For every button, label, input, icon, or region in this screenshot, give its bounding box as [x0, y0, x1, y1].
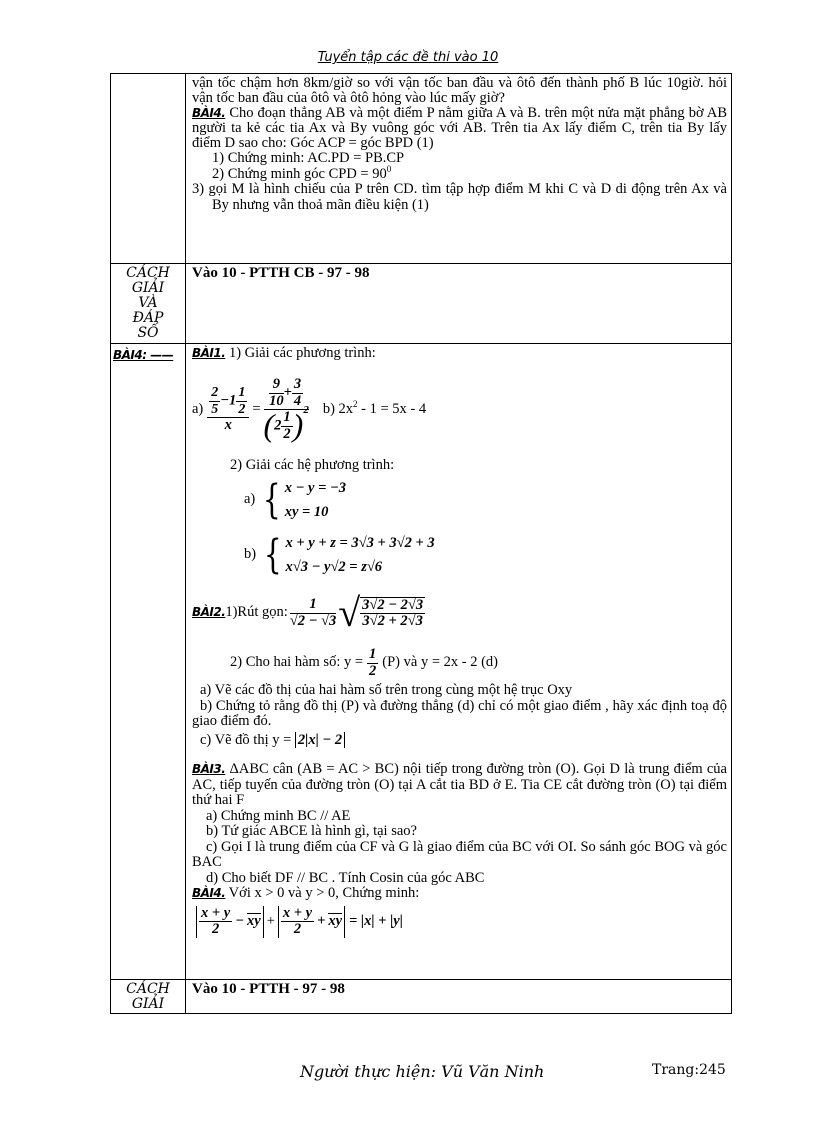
left-cell — [111, 344, 186, 980]
section-cell — [186, 264, 732, 344]
problem-cell — [186, 74, 732, 264]
page-footer — [0, 1062, 816, 1082]
ham-b: b) Chứng tỏ rằng đồ thị (P) và đường thẳng (d) chỉ có một giao điểm , hãy xác định toạ độ giao điểm đó. — [192, 697, 727, 729]
page-number: Trang:245 — [652, 1062, 726, 1078]
author: Người thực hiện: Vũ Văn Ninh — [300, 1062, 545, 1081]
equation-a: a) $\frac{2}{5}$ −1 $\frac{1}{2}$ x = $\frac{9}{10}$ + $\frac{3}{4}$ (2 $\frac{1}{2}$ )$^2$ b) $2x^2 - 1 = 5x - 4$ — [192, 376, 427, 444]
bai1-intro: BÀI1. 1) Giải các phương trình: — [192, 345, 376, 361]
side-label: CÁCH GIẢI VÀ ĐÁP SỐ — [126, 265, 170, 341]
system-b: b) { x + y + z = 3√3 + 3√2 + 3 x√3 − y√2 = z√6 — [244, 532, 435, 578]
bai3: BÀI3. ΔABC cân (AB = AC > BC) nội tiếp trong đường tròn (O). Gọi D là trung điểm của AC, tiếp tuyến của đường tròn (O) tại A cắt tia BD ở E. Tia CE cắt đường tròn (O) tại điểm thứ hai F — [192, 761, 727, 808]
left-cell — [111, 264, 186, 344]
item-3: 3) gọi M là hình chiếu của P trên CD. tìm tập hợp điểm M khi C và D di động trên Ax và By nhưng vẫn thoả mãn điều kiện (1) — [192, 181, 727, 213]
ham-c: c) Vẽ đồ thị y = 2|x| − 2 — [192, 733, 727, 749]
bai2-rutgon: BÀI2. 1)Rút gọn: 1 √2 − √3 √ 3√2 − 2√3 3√2 + 2√3 — [192, 590, 424, 635]
eq-a-right: $\frac{9}{10}$ + $\frac{3}{4}$ (2 $\frac{1}{2}$ )$^2$ — [263, 376, 309, 444]
section-title: Vào 10 - PTTH - 97 - 98 — [192, 981, 345, 997]
page-header: Tuyển tập các đề thi vào 10 — [317, 50, 499, 65]
ham-so: 2) Cho hai hàm số: y = $\frac{1}{2}$ (P) và y = 2x - 2 (d) — [230, 646, 498, 679]
problem-bai4 — [192, 106, 727, 151]
bai4: BÀI4. Với x > 0 và y > 0, Chứng minh: — [192, 885, 420, 901]
side-label: CÁCH GIẢI — [126, 981, 170, 1012]
bai3-a: a) Chứng minh BC // AE — [206, 807, 351, 824]
item-2: 2) Chứng minh góc CPD = $90^0$ — [212, 163, 392, 182]
equation-b: b) $2x^2 - 1 = 5x - 4$ — [322, 398, 427, 417]
problem-text: vận tốc chậm hơn 8km/giờ so với vận tốc ban đầu và ôtô đến thành phố B lúc 10giờ. hỏi vận tốc ban đầu của ôtô và ôtô hỏng vào lúc mấy giờ? — [192, 75, 727, 106]
bai3-d: d) Cho biết DF // BC . Tính Cosin của góc ABC — [206, 869, 485, 886]
left-cell — [111, 74, 186, 264]
table-row — [111, 344, 732, 980]
bai-text: Cho đoạn thẳng AB và một điểm P nằm giữa A và B. trên một nửa mặt phẳng bờ AB người ta kẻ các tia Ax và By vuông góc với AB. Trên tia Ax lấy điểm C, trên tia By lấy điểm D sao cho: Góc ACP = góc BPD (1) — [192, 105, 727, 151]
bai3-b: b) Tứ giác ABCE là hình gì, tại sao? — [206, 823, 417, 839]
left-cell — [111, 980, 186, 1014]
eq-a-left: $\frac{2}{5}$ −1 $\frac{1}{2}$ x — [207, 385, 249, 434]
bai-label: BÀI4. — [192, 106, 226, 120]
item-1: 1) Chứng minh: AC.PD = PB.CP — [212, 150, 405, 166]
section-title: Vào 10 - PTTH CB - 97 - 98 — [192, 265, 370, 281]
systems-intro: 2) Giải các hệ phương trình: — [230, 456, 395, 473]
inequality: x + y 2 − xy + x + y 2 + xy = |x| + |y| — [192, 902, 727, 942]
system-a: a) { x − y = −3 xy = 10 — [244, 477, 346, 523]
table-row — [111, 980, 732, 1014]
table-row — [111, 264, 732, 344]
table-row — [111, 74, 732, 264]
bai-left-label: BÀI4: —— — [113, 348, 174, 362]
section-cell — [186, 980, 732, 1014]
exercise-cell — [186, 344, 732, 980]
ham-a: a) Vẽ các đồ thị của hai hàm số trên trong cùng một hệ trục Oxy — [200, 682, 573, 698]
content-table — [110, 73, 732, 1014]
bai3-c: c) Gọi I là trung điểm của CF và G là giao điểm của BC với OI. So sánh góc BOG và góc BAC — [192, 838, 727, 870]
